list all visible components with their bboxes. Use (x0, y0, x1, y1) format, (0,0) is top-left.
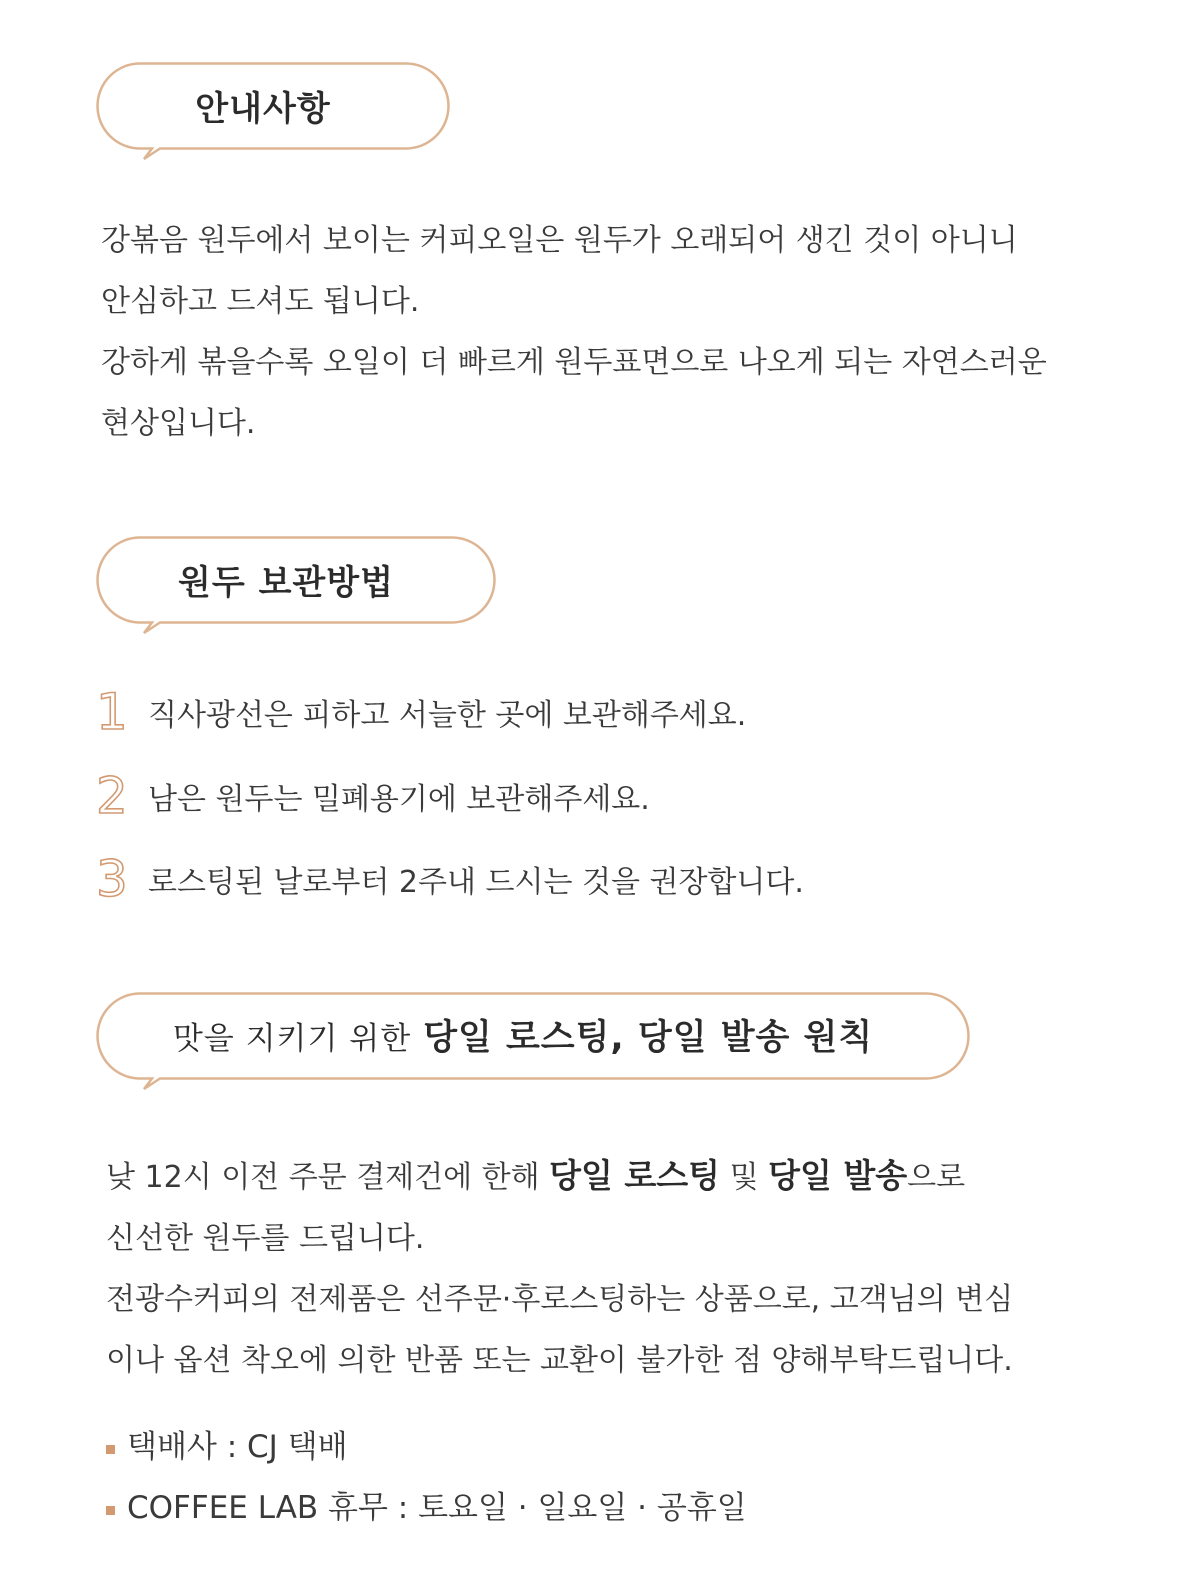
step-number-2: 2 (96, 767, 128, 825)
roasting-paragraph (106, 1145, 1013, 1391)
bullet-square-icon (106, 1445, 115, 1454)
roasting-line-1-a: 낮 12시 이전 주문 결제건에 한해 (106, 1160, 550, 1195)
same-day-shipping: 당일 발송 (768, 1156, 908, 1195)
roasting-title-strong: 당일 로스팅, 당일 발송 원칙 (423, 1018, 874, 1058)
info-text-courier: 택배사 : CJ 택배 (127, 1428, 348, 1465)
notice-line-1: 강볶음 원두에서 보이는 커피오일은 원두가 오래되어 생긴 것이 아니니 (101, 223, 1018, 258)
storage-heading-bubble (96, 536, 498, 622)
notice-paragraph (101, 210, 1047, 454)
storage-step (96, 851, 804, 907)
bullet-square-icon (106, 1506, 115, 1515)
roasting-line-1 (106, 1145, 1013, 1208)
step-number-1: 1 (96, 683, 128, 741)
roasting-line-1-e: 으로 (907, 1160, 966, 1195)
roasting-title (96, 992, 950, 1078)
storage-step (96, 768, 650, 824)
notice-line-4: 현상입니다. (101, 406, 256, 441)
notice-heading-bubble (96, 62, 452, 148)
storage-step (96, 684, 746, 740)
step-number-3: 3 (96, 850, 128, 908)
step-text-3: 로스팅된 날로부터 2주내 드시는 것을 권장합니다. (148, 865, 804, 900)
notice-line-2: 안심하고 드셔도 됩니다. (101, 284, 420, 319)
storage-title: 원두 보관방법 (178, 562, 394, 603)
roasting-line-1-c: 및 (720, 1160, 769, 1195)
info-item-courier (106, 1418, 348, 1468)
roasting-line-4: 이나 옵션 착오에 의한 반품 또는 교환이 불가한 점 양해부탁드립니다. (106, 1343, 1013, 1378)
roasting-line-3: 전광수커피의 전제품은 선주문·후로스팅하는 상품으로, 고객님의 변심 (106, 1282, 1014, 1317)
step-text-2: 남은 원두는 밀폐용기에 보관해주세요. (148, 782, 650, 817)
notice-line-3: 강하게 볶을수록 오일이 더 빠르게 원두표면으로 나오게 되는 자연스러운 (101, 345, 1047, 380)
info-item-holidays (106, 1479, 747, 1529)
step-text-1: 직사광선은 피하고 서늘한 곳에 보관해주세요. (148, 698, 747, 733)
roasting-title-prefix: 맛을 지키기 위한 (172, 1020, 412, 1057)
notice-title: 안내사항 (195, 88, 331, 129)
same-day-roasting: 당일 로스팅 (549, 1156, 721, 1195)
roasting-line-2: 신선한 원두를 드립니다. (106, 1221, 425, 1256)
roasting-heading-bubble (96, 992, 972, 1078)
info-text-holidays: COFFEE LAB 휴무 : 토요일 · 일요일 · 공휴일 (127, 1489, 747, 1526)
